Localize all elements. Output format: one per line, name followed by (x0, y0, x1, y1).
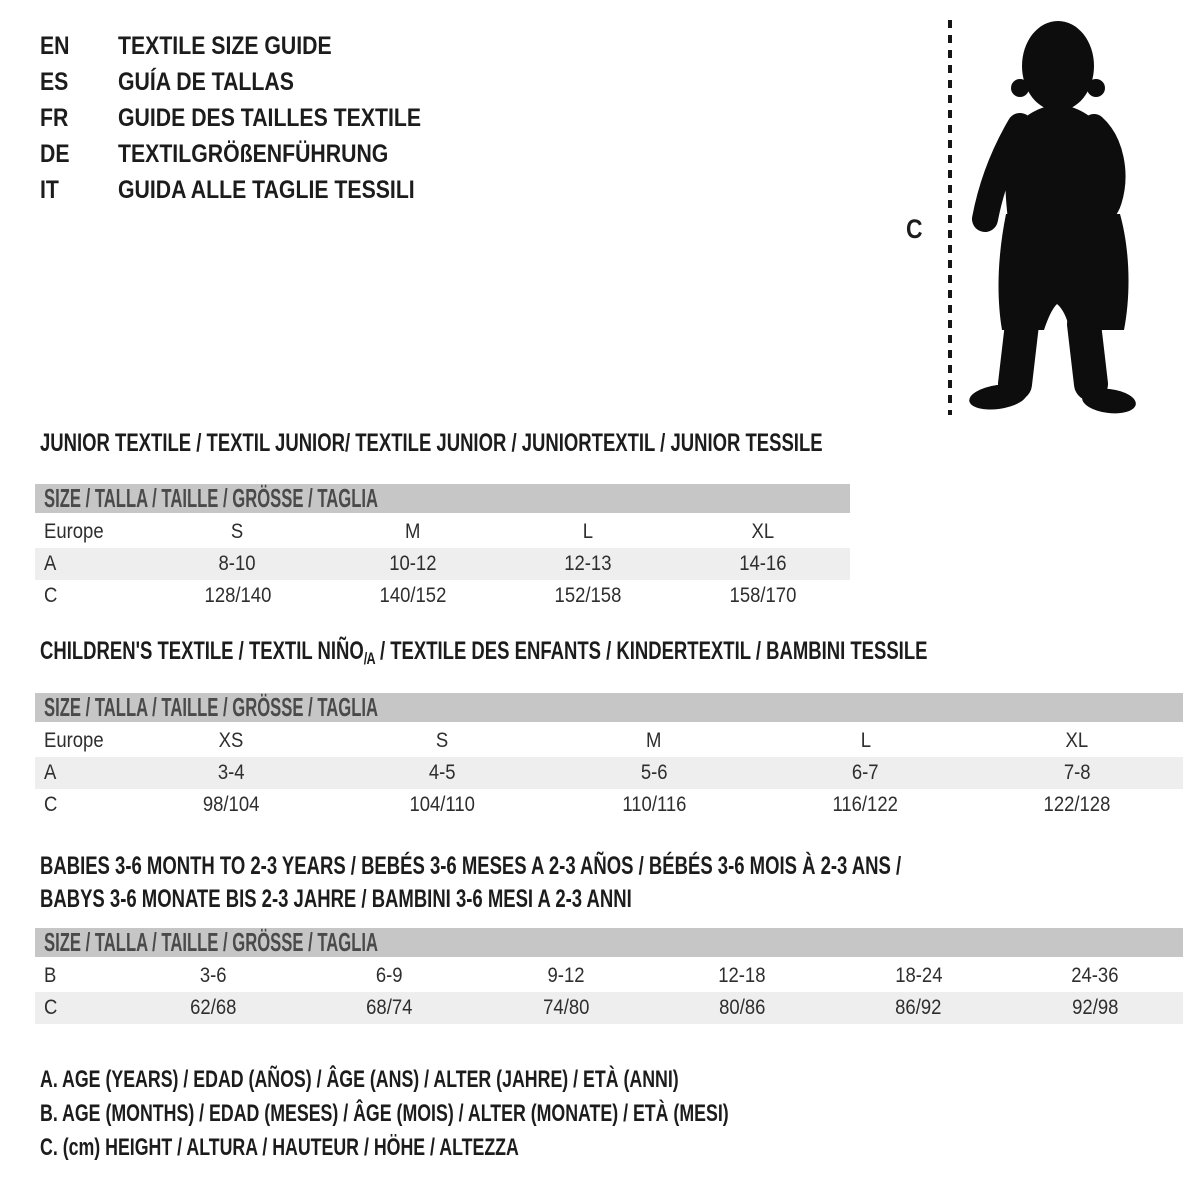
language-code: FR (40, 103, 69, 132)
language-list (40, 28, 475, 208)
height-measure-dashed-line (948, 20, 952, 415)
table-cell: S (231, 520, 244, 543)
row-label: C (44, 584, 58, 607)
table-row (35, 789, 1183, 821)
table-cell: L (860, 729, 871, 752)
table-cell: 116/122 (832, 793, 899, 816)
table-cell: M (646, 729, 662, 752)
language-code: EN (40, 31, 70, 60)
table-row (35, 757, 1183, 789)
language-title: TEXTILE SIZE GUIDE (118, 31, 332, 60)
row-label: A (44, 552, 57, 575)
table-header-bar: SIZE / TALLA / TAILLE / GRÖSSE / TAGLIA (35, 484, 850, 513)
legend-line-a: A. AGE (YEARS) / EDAD (AÑOS) / ÂGE (ANS) / ALTER (JAHRE) / ETÀ (ANNI) (40, 1066, 679, 1093)
table-cell: 4-5 (429, 761, 456, 784)
junior-section-title: JUNIOR TEXTILE / TEXTIL JUNIOR/ TEXTILE JUNIOR / JUNIORTEXTIL / JUNIOR TESSILE (40, 429, 823, 457)
babies-size-table (35, 928, 1183, 1024)
language-row-fr (40, 100, 475, 136)
junior-size-table (35, 484, 850, 612)
table-cell: XL (1065, 729, 1089, 752)
table-cell: 110/116 (621, 793, 687, 816)
babies-section-title: BABIES 3-6 MONTH TO 2-3 YEARS / BEBÉS 3-6 MESES A 2-3 AÑOS / BÉBÉS 3-6 MOIS À 2-3 ANS / BABYS 3-6 MONATE BIS 2-3 JAHRE / BAMBINI 3-6 MESI A 2-3 ANNI (40, 852, 902, 913)
height-measure-label: C (906, 214, 923, 244)
table-cell: XS (218, 729, 244, 752)
row-label: C (44, 793, 58, 816)
table-cell: 92/98 (1071, 996, 1118, 1019)
language-row-es (40, 64, 475, 100)
nino-a-subscript: /A (363, 649, 375, 668)
table-cell: 10-12 (388, 552, 437, 575)
children-size-table (35, 693, 1183, 821)
table-cell: 24-36 (1071, 964, 1119, 987)
table-cell: 140/152 (379, 584, 446, 607)
legend-line-b: B. AGE (MONTHS) / EDAD (MESES) / ÂGE (MOIS) / ALTER (MONATE) / ETÀ (MESI) (40, 1100, 729, 1127)
table-cell: 12-13 (563, 552, 612, 575)
table-cell: M (404, 520, 421, 543)
table-body (35, 725, 1183, 821)
table-body (35, 960, 1183, 1024)
language-row-en (40, 28, 475, 64)
table-cell: 12-18 (718, 964, 766, 987)
table-row (35, 992, 1183, 1024)
language-code: DE (40, 139, 70, 168)
table-cell: 122/128 (1043, 793, 1111, 816)
table-cell: 68/74 (366, 996, 413, 1019)
language-code: IT (40, 175, 59, 204)
table-row (35, 960, 1183, 992)
table-row (35, 516, 850, 548)
table-cell: 158/170 (729, 584, 796, 607)
legend (40, 1066, 971, 1168)
row-label: Europe (44, 520, 104, 543)
table-cell: 98/104 (202, 793, 260, 816)
table-cell: 14-16 (738, 552, 787, 575)
table-cell: 3-6 (199, 964, 227, 987)
table-cell: 9-12 (547, 964, 585, 987)
table-row (35, 548, 850, 580)
children-section-title: CHILDREN'S TEXTILE / TEXTIL $NIÑO_{/A}$ / TEXTILE DES ENFANTS / KINDERTEXTIL / BAMBINI TESSILE (40, 637, 928, 668)
language-row-it (40, 172, 475, 208)
language-title: GUIDE DES TAILLES TEXTILE (118, 103, 422, 132)
table-cell: 152/158 (554, 584, 621, 607)
language-row-de (40, 136, 475, 172)
language-title: GUIDA ALLE TAGLIE TESSILI (118, 175, 415, 204)
table-cell: 18-24 (894, 964, 943, 987)
language-code: ES (40, 67, 69, 96)
table-cell: S (436, 729, 449, 752)
table-cell: 5-6 (640, 761, 668, 784)
table-cell: 104/110 (409, 793, 476, 816)
table-body (35, 516, 850, 612)
table-cell: XL (751, 520, 774, 543)
legend-line-c: C. (cm) HEIGHT / ALTURA / HAUTEUR / HÖHE / ALTEZZA (40, 1134, 519, 1161)
row-label: B (44, 964, 57, 987)
row-label: C (44, 996, 58, 1019)
table-cell: 6-7 (852, 761, 879, 784)
table-row (35, 725, 1183, 757)
table-cell: 62/68 (190, 996, 237, 1019)
table-cell: 3-4 (217, 761, 245, 784)
table-row (35, 580, 850, 612)
toddler-silhouette-icon (962, 14, 1144, 418)
table-header-bar: SIZE / TALLA / TAILLE / GRÖSSE / TAGLIA (35, 928, 1183, 957)
language-title: GUÍA DE TALLAS (118, 67, 294, 96)
table-cell: 6-9 (376, 964, 403, 987)
table-cell: L (582, 520, 593, 543)
row-label: Europe (44, 729, 104, 752)
table-cell: 7-8 (1063, 761, 1091, 784)
language-title: TEXTILGRÖßENFÜHRUNG (118, 139, 389, 168)
table-cell: 128/140 (204, 584, 271, 607)
table-cell: 86/92 (895, 996, 942, 1019)
table-cell: 74/80 (542, 996, 589, 1019)
row-label: A (44, 761, 57, 784)
table-header-bar: SIZE / TALLA / TAILLE / GRÖSSE / TAGLIA (35, 693, 1183, 722)
table-cell: 8-10 (219, 552, 256, 575)
table-cell: 80/86 (719, 996, 766, 1019)
